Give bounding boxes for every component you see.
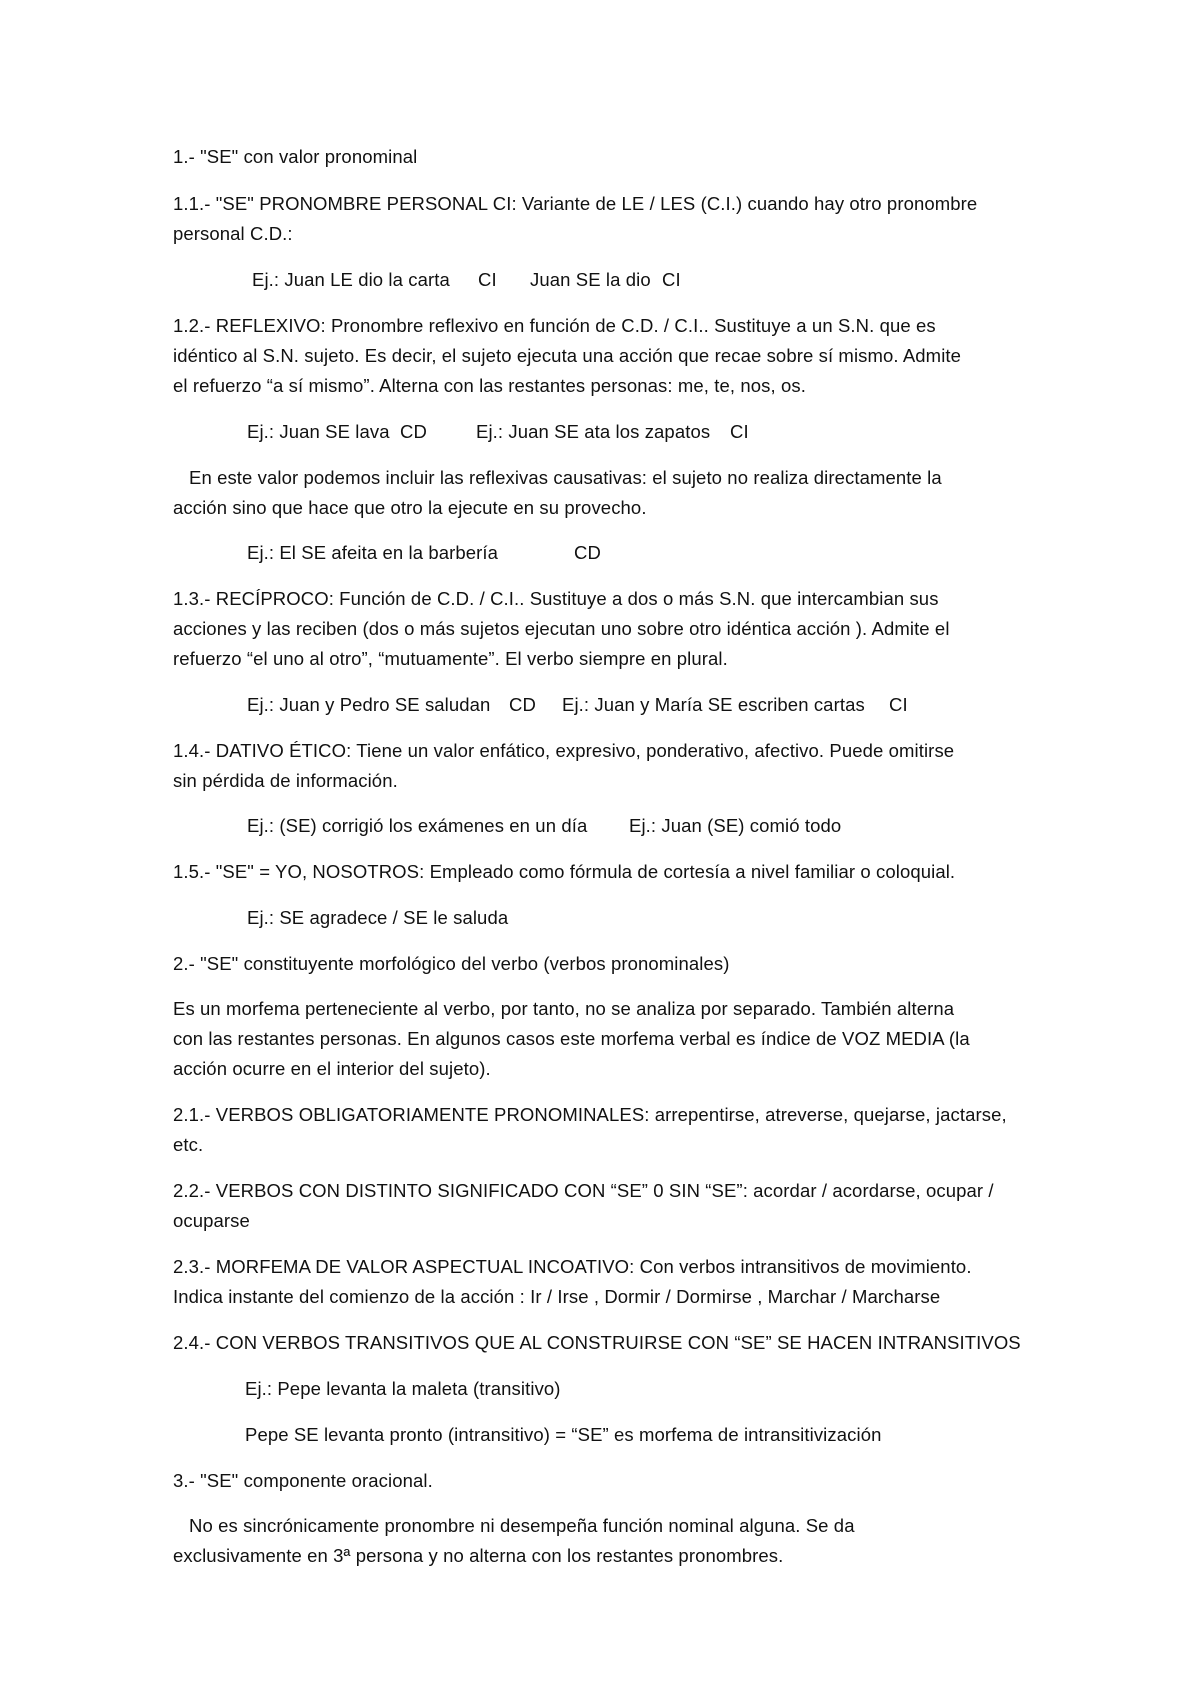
example-2-4-b: Pepe SE levanta pronto (intransitivo) = “SE” es morfema de intransitivización — [245, 1424, 882, 1445]
section-1-2-line-3: el refuerzo “a sí mismo”. Alterna con las restantes personas: me, te, nos, os. — [173, 375, 806, 396]
example-1-3-b: Ej.: Juan y María SE escriben cartas — [562, 694, 865, 715]
section-2-3-line-1: 2.3.- MORFEMA DE VALOR ASPECTUAL INCOATIVO: Con verbos intransitivos de movimiento. — [173, 1256, 972, 1277]
section-3-para-line-2: exclusivamente en 3ª persona y no alterna con los restantes pronombres. — [173, 1545, 784, 1566]
section-1-2-line-2: idéntico al S.N. sujeto. Es decir, el sujeto ejecuta una acción que recae sobre sí mismo. Admite — [173, 345, 962, 366]
section-3-title: 3.- "SE" componente oracional. — [173, 1470, 433, 1491]
example-1-2-b-tag: CI — [730, 421, 749, 442]
example-1-2-b: Ej.: Juan SE ata los zapatos — [476, 421, 711, 442]
example-1-3-a: Ej.: Juan y Pedro SE saludan — [247, 694, 491, 715]
example-1-4-b: Ej.: Juan (SE) comió todo — [629, 815, 842, 836]
section-2-para-line-3: acción ocurre en el interior del sujeto). — [173, 1058, 491, 1079]
section-2-para-line-1: Es un morfema perteneciente al verbo, por tanto, no se analiza por separado. También alterna — [173, 998, 955, 1019]
section-2-para-line-2: con las restantes personas. En algunos casos este morfema verbal es índice de VOZ MEDIA (la — [173, 1028, 970, 1049]
example-1-4-a: Ej.: (SE) corrigió los exámenes en un día — [247, 815, 588, 836]
example-1-3-a-tag: CD — [509, 694, 536, 715]
section-1-3-line-2: acciones y las reciben (dos o más sujetos ejecutan uno sobre otro idéntica acción ). Admite el — [173, 618, 950, 639]
section-2-title: 2.- "SE" constituyente morfológico del verbo (verbos pronominales) — [173, 953, 730, 974]
section-1-2-line-1: 1.2.- REFLEXIVO: Pronombre reflexivo en función de C.D. / C.I.. Sustituye a un S.N. que es — [173, 315, 936, 336]
section-2-2-line-2: ocuparse — [173, 1210, 250, 1231]
example-1-3-b-tag: CI — [889, 694, 908, 715]
example-1-1-b-tag: CI — [662, 269, 681, 290]
section-2-2-line-1: 2.2.- VERBOS CON DISTINTO SIGNIFICADO CON “SE” 0 SIN “SE”: acordar / acordarse, ocupar / — [173, 1180, 994, 1201]
section-3-para-line-1: No es sincrónicamente pronombre ni desempeña función nominal alguna. Se da — [189, 1515, 855, 1536]
section-1-3-line-3: refuerzo “el uno al otro”, “mutuamente”. El verbo siempre en plural. — [173, 648, 728, 669]
example-1-2-a: Ej.: Juan SE lava — [247, 421, 390, 442]
example-1-2-a-tag: CD — [400, 421, 427, 442]
section-1-2-para-line-2: acción sino que hace que otro la ejecute en su provecho. — [173, 497, 647, 518]
section-1-1-line-2: personal C.D.: — [173, 223, 293, 244]
example-1-2-causative: Ej.: El SE afeita en la barbería — [247, 542, 499, 563]
example-2-4-a: Ej.: Pepe levanta la maleta (transitivo) — [245, 1378, 561, 1399]
section-2-1-line-1: 2.1.- VERBOS OBLIGATORIAMENTE PRONOMINALES: arrepentirse, atreverse, quejarse, jactarse, — [173, 1104, 1007, 1125]
example-1-2-causative-tag: CD — [574, 542, 601, 563]
section-1-4-line-1: 1.4.- DATIVO ÉTICO: Tiene un valor enfático, expresivo, ponderativo, afectivo. Puede omitirse — [173, 740, 955, 761]
section-2-4-line-1: 2.4.- CON VERBOS TRANSITIVOS QUE AL CONSTRUIRSE CON “SE” SE HACEN INTRANSITIVOS — [173, 1332, 1021, 1353]
section-1-3-line-1: 1.3.- RECÍPROCO: Función de C.D. / C.I.. Sustituye a dos o más S.N. que intercambian sus — [173, 588, 939, 609]
example-1-5: Ej.: SE agradece / SE le saluda — [247, 907, 509, 928]
section-1-title: 1.- "SE" con valor pronominal — [173, 146, 418, 167]
example-1-1-a-tag: CI — [478, 269, 497, 290]
section-2-1-line-2: etc. — [173, 1134, 204, 1155]
section-1-4-line-2: sin pérdida de información. — [173, 770, 398, 791]
section-1-2-para-line-1: En este valor podemos incluir las reflexivas causativas: el sujeto no realiza directamente la — [189, 467, 942, 488]
section-1-5-line-1: 1.5.- "SE" = YO, NOSOTROS: Empleado como fórmula de cortesía a nivel familiar o coloquial. — [173, 861, 956, 882]
section-2-3-line-2: Indica instante del comienzo de la acción : Ir / Irse , Dormir / Dormirse , Marchar / Marcharse — [173, 1286, 941, 1307]
section-1-1-line-1: 1.1.- "SE" PRONOMBRE PERSONAL CI: Variante de LE / LES (C.I.) cuando hay otro pronombre — [173, 193, 978, 214]
example-1-1-b: Juan SE la dio — [530, 269, 651, 290]
example-1-1-a: Ej.: Juan LE dio la carta — [252, 269, 450, 290]
